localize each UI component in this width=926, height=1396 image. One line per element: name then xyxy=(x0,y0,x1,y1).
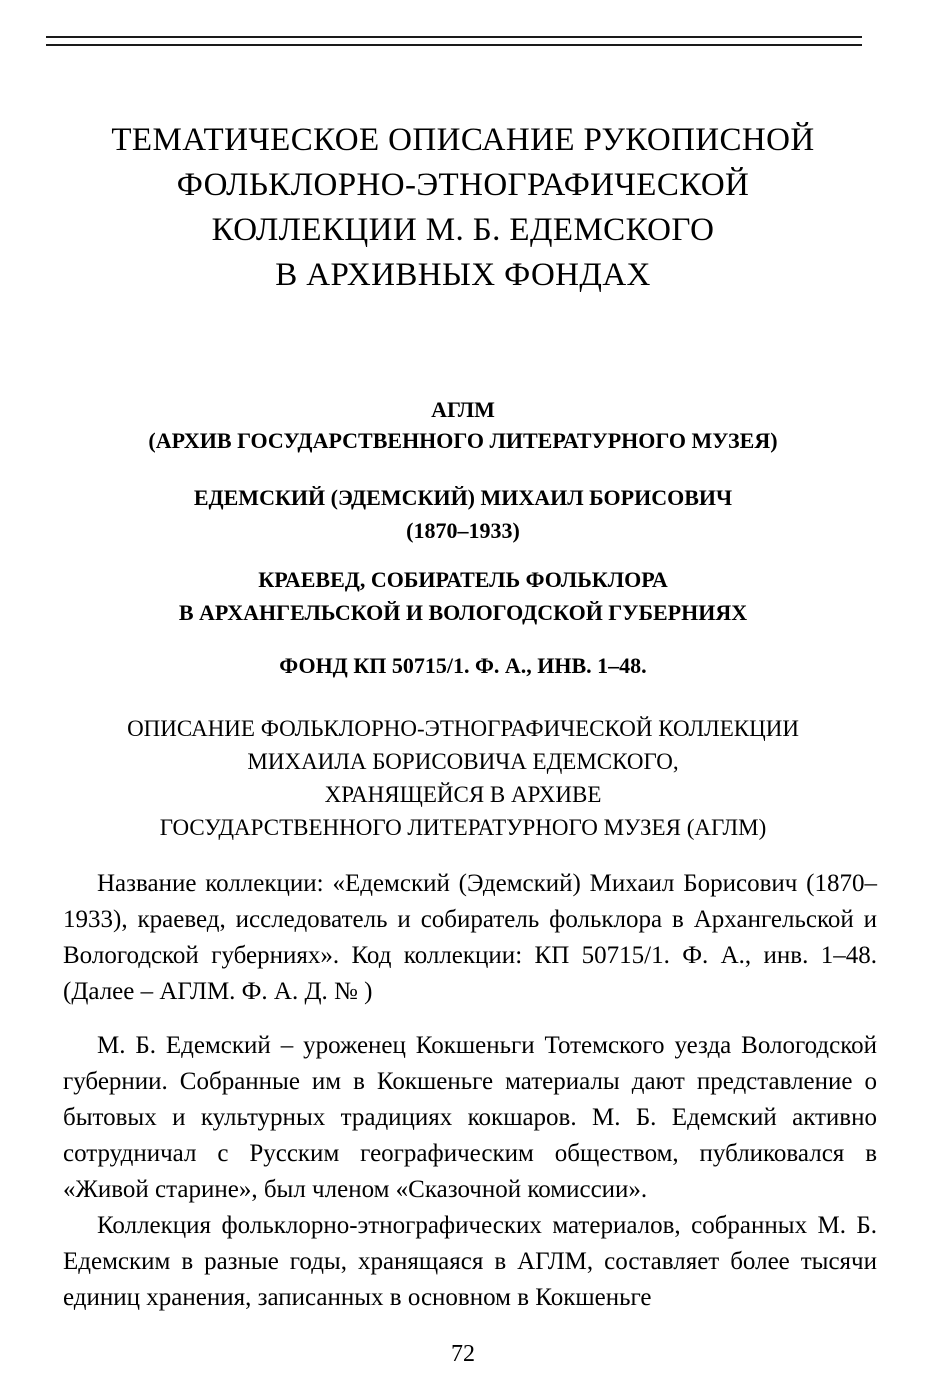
person-heading xyxy=(0,481,926,547)
archive-heading xyxy=(0,394,926,456)
page-title-line-3: КОЛЛЕКЦИИ М. Б. ЕДЕМСКОГО xyxy=(211,212,715,249)
description-line-4: ГОСУДАРСТВЕННОГО ЛИТЕРАТУРНОГО МУЗЕЯ (АГЛМ) xyxy=(159,815,767,840)
page-title-line-2: ФОЛЬКЛОРНО-ЭТНОГРАФИЧЕСКОЙ xyxy=(176,167,750,204)
horizontal-rule-bottom xyxy=(46,44,862,46)
description-line-3: ХРАНЯЩЕЙСЯ В АРХИВЕ xyxy=(324,782,602,807)
role-heading xyxy=(0,563,926,629)
description-line-2: МИХАИЛА БОРИСОВИЧА ЕДЕМСКОГО, xyxy=(247,749,679,774)
person-name: ЕДЕМСКИЙ (ЭДЕМСКИЙ) МИХАИЛ БОРИСОВИЧ xyxy=(193,485,733,510)
fond-code: ФОНД КП 50715/1. Ф. А., ИНВ. 1–48. xyxy=(279,653,647,678)
page-number: 72 xyxy=(451,1341,475,1367)
body-paragraph-3: Коллекция фольклорно-этнографических материалов, собранных М. Б. Едемским в разные годы, хранящаяся в АГЛМ, составляет более тысячи единиц хранения, записанных в основном в Кокшеньге xyxy=(63,1212,877,1311)
body-paragraph-2: М. Б. Едемский – уроженец Кокшеньги Тотемского уезда Вологодской губернии. Собранные им в Кокшеньге материалы дают представление о бытовых и культурных традициях кокшаров. М. Б. Едемский активно сотрудничал с Русским географическим обществом, публиковался в «Живой старине», был членом «Сказочной комиссии». xyxy=(63,1032,877,1203)
horizontal-rule-top xyxy=(46,36,862,38)
page-title-line-4: В АРХИВНЫХ ФОНДАХ xyxy=(275,257,651,294)
body-paragraph-1: Название коллекции: «Едемский (Эдемский) Михаил Борисович (1870–1933), краевед, исследователь и собиратель фольклора в Архангельской и Вологодской губерниях». Код коллекции: КП 50715/1. Ф. А., инв. 1–48. (Далее – АГЛМ. Ф. А. Д. № ) xyxy=(63,870,877,1005)
role-line-2: В АРХАНГЕЛЬСКОЙ И ВОЛОГОДСКОЙ ГУБЕРНИЯХ xyxy=(178,600,748,625)
fond-heading xyxy=(0,650,926,681)
body-text-column xyxy=(63,866,877,1316)
description-line-1: ОПИСАНИЕ ФОЛЬКЛОРНО-ЭТНОГРАФИЧЕСКОЙ КОЛЛЕКЦИИ xyxy=(127,716,799,741)
page-title-line-1: ТЕМАТИЧЕСКОЕ ОПИСАНИЕ РУКОПИСНОЙ xyxy=(111,122,815,159)
top-rules xyxy=(46,36,862,46)
archive-full-name: (АРХИВ ГОСУДАРСТВЕННОГО ЛИТЕРАТУРНОГО МУЗЕЯ) xyxy=(148,428,778,453)
collection-description-heading xyxy=(0,712,926,844)
page-title xyxy=(0,118,926,298)
person-dates: (1870–1933) xyxy=(406,518,520,543)
archive-abbreviation: АГЛМ xyxy=(431,397,495,422)
role-line-1: КРАЕВЕД, СОБИРАТЕЛЬ ФОЛЬКЛОРА xyxy=(258,567,668,592)
